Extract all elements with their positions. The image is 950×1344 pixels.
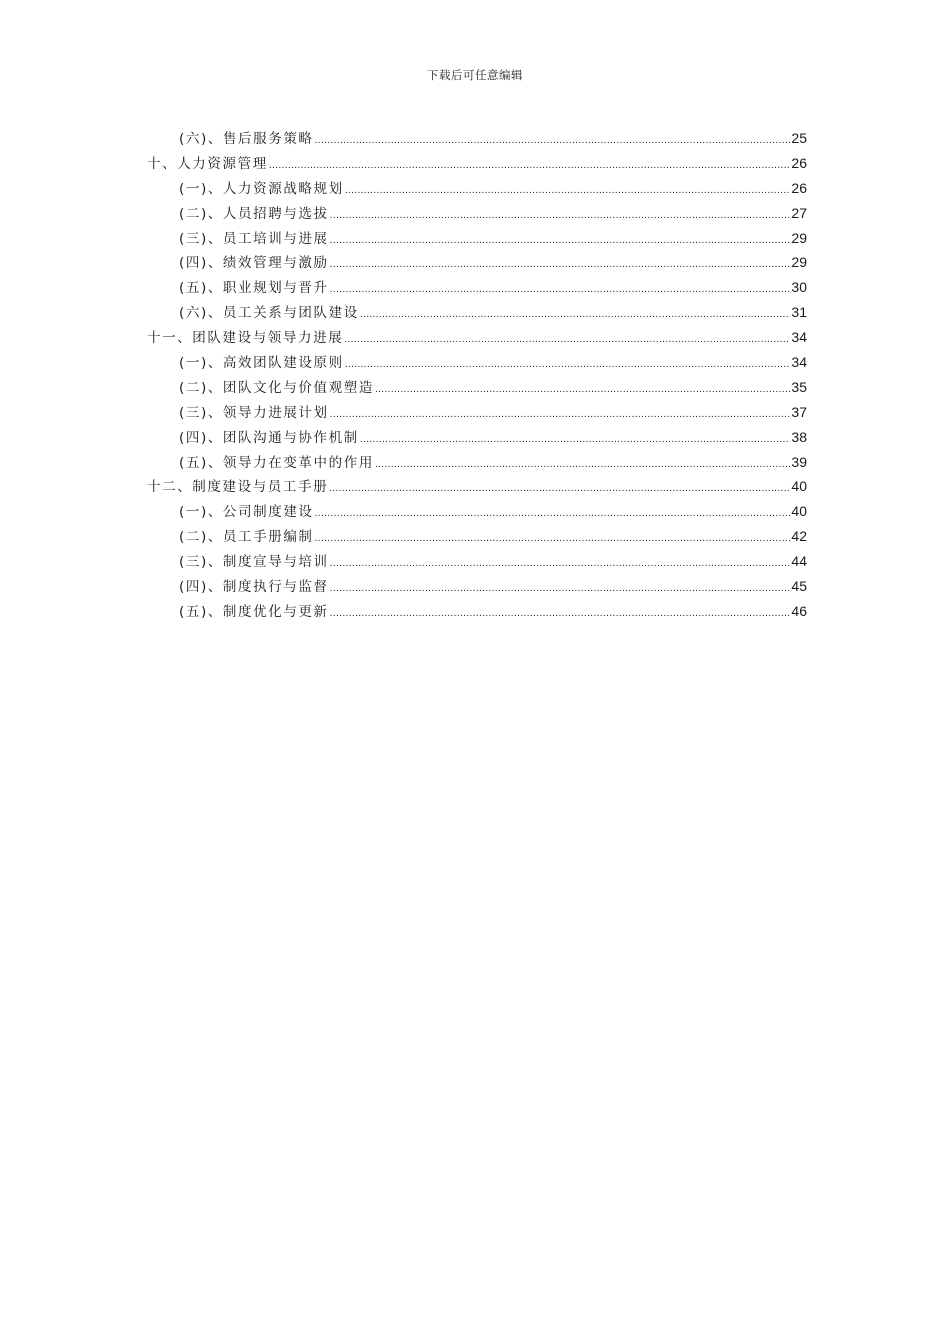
toc-page-number: 35	[791, 378, 807, 395]
toc-page-number: 30	[791, 279, 807, 296]
toc-entry-title: (一)、高效团队建设原则	[179, 355, 344, 372]
toc-entry-title: 十一、团队建设与领导力进展	[147, 330, 344, 347]
toc-dot-leader	[330, 253, 791, 278]
toc-entry-title: (四)、制度执行与监督	[179, 579, 329, 596]
toc-entry-title: (六)、员工关系与团队建设	[179, 305, 359, 322]
toc-entry-title: (六)、售后服务策略	[179, 131, 314, 147]
toc-dot-leader	[329, 477, 790, 502]
toc-page-number: 45	[791, 578, 807, 595]
toc-section-entry[interactable]	[147, 400, 807, 425]
toc-page-number: 27	[791, 204, 807, 221]
toc-page-number: 26	[791, 154, 807, 171]
toc-dot-leader	[330, 278, 791, 303]
toc-chapter-entry[interactable]	[147, 474, 807, 499]
toc-dot-leader	[330, 204, 791, 229]
toc-page-number: 34	[791, 329, 807, 346]
toc-page-number: 26	[791, 179, 807, 196]
toc-chapter-entry[interactable]	[147, 325, 807, 350]
toc-page-number: 39	[791, 453, 807, 470]
toc-section-entry[interactable]	[147, 300, 807, 325]
toc-section-entry[interactable]	[147, 126, 807, 151]
toc-entry-title: (五)、领导力在变革中的作用	[179, 454, 374, 471]
toc-dot-leader	[269, 154, 791, 179]
toc-dot-leader	[330, 602, 791, 627]
toc-page-number: 25	[791, 130, 807, 146]
toc-dot-leader	[315, 502, 791, 527]
toc-entry-title: (一)、公司制度建设	[179, 504, 314, 521]
toc-section-entry[interactable]	[147, 524, 807, 549]
toc-section-entry[interactable]	[147, 375, 807, 400]
toc-page-number: 46	[791, 602, 807, 619]
toc-section-entry[interactable]	[147, 350, 807, 375]
toc-entry-title: (四)、团队沟通与协作机制	[179, 429, 359, 446]
toc-entry-title: (二)、人员招聘与选拔	[179, 205, 329, 222]
toc-entry-title: (四)、绩效管理与激励	[179, 255, 329, 272]
toc-dot-leader	[315, 129, 791, 154]
toc-page-number: 40	[791, 503, 807, 520]
toc-page-number: 31	[791, 304, 807, 321]
toc-dot-leader	[360, 303, 791, 328]
toc-entry-title: (三)、制度宣导与培训	[179, 554, 329, 571]
toc-section-entry[interactable]	[147, 275, 807, 300]
toc-section-entry[interactable]	[147, 425, 807, 450]
toc-page-number: 40	[791, 478, 807, 495]
toc-entry-title: (二)、团队文化与价值观塑造	[179, 379, 374, 396]
toc-dot-leader	[345, 353, 791, 378]
toc-section-entry[interactable]	[147, 176, 807, 201]
toc-dot-leader	[375, 453, 790, 478]
toc-dot-leader	[345, 179, 791, 204]
toc-dot-leader	[344, 328, 790, 353]
toc-section-entry[interactable]	[147, 450, 807, 475]
toc-entry-title: 十、人力资源管理	[147, 155, 268, 172]
toc-dot-leader	[330, 229, 791, 254]
toc-entry-title: (二)、员工手册编制	[179, 529, 314, 546]
toc-dot-leader	[330, 403, 791, 428]
toc-entry-title: (三)、领导力进展计划	[179, 404, 329, 421]
toc-chapter-entry[interactable]	[147, 151, 807, 176]
toc-dot-leader	[315, 527, 791, 552]
toc-entry-title: (五)、职业规划与晋升	[179, 280, 329, 297]
toc-page-number: 42	[791, 528, 807, 545]
toc-page-number: 29	[791, 229, 807, 246]
toc-section-entry[interactable]	[147, 226, 807, 251]
toc-section-entry[interactable]	[147, 499, 807, 524]
toc-dot-leader	[330, 552, 791, 577]
toc-entry-title: (一)、人力资源战略规划	[179, 180, 344, 197]
toc-entry-title: (五)、制度优化与更新	[179, 603, 329, 620]
toc-dot-leader	[375, 378, 790, 403]
toc-section-entry[interactable]	[147, 201, 807, 226]
page-header: 下载后可任意编辑	[427, 68, 523, 82]
toc-page-number: 37	[791, 403, 807, 420]
table-of-contents	[147, 126, 807, 624]
toc-entry-title: 十二、制度建设与员工手册	[147, 479, 329, 496]
toc-page-number: 38	[791, 428, 807, 445]
toc-page-number: 29	[791, 254, 807, 271]
toc-dot-leader	[330, 577, 791, 602]
toc-section-entry[interactable]	[147, 574, 807, 599]
toc-section-entry[interactable]	[147, 549, 807, 574]
toc-entry-title: (三)、员工培训与进展	[179, 230, 329, 247]
toc-page-number: 34	[791, 354, 807, 371]
toc-page-number: 44	[791, 553, 807, 570]
toc-dot-leader	[360, 428, 791, 453]
toc-section-entry[interactable]	[147, 250, 807, 275]
toc-section-entry[interactable]	[147, 599, 807, 624]
